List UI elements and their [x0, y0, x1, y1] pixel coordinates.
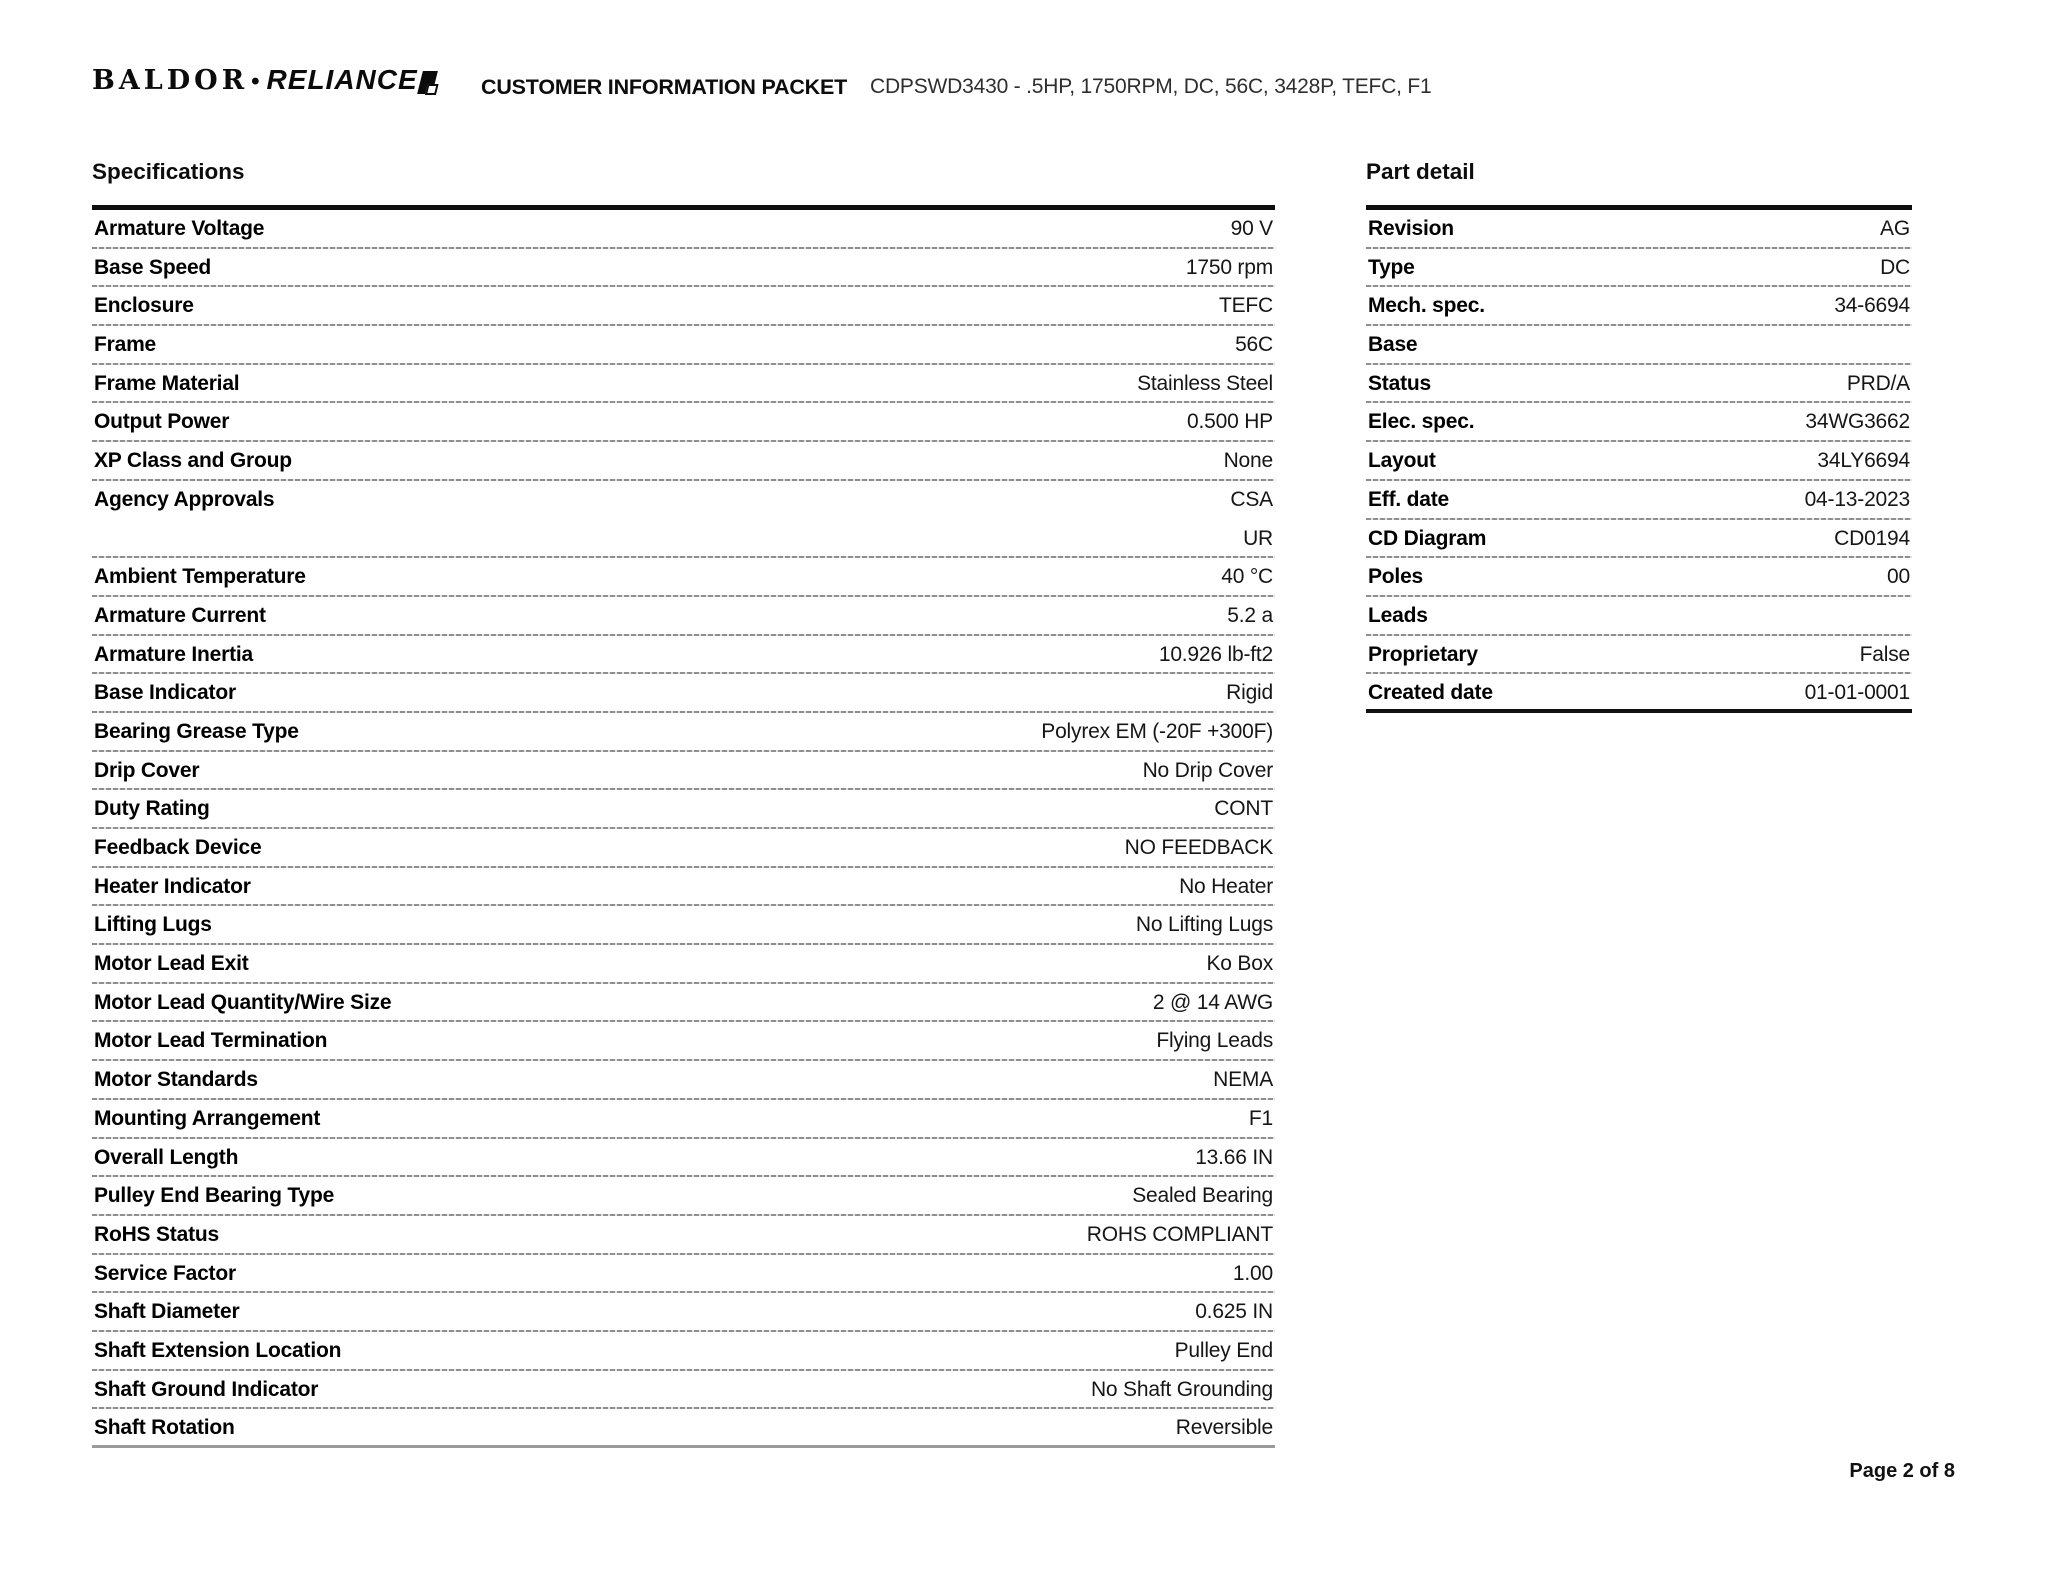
row-label: Type — [1368, 255, 1415, 279]
row-label: Frame Material — [94, 371, 240, 395]
row-value — [1153, 984, 1275, 1023]
spec-row — [92, 1371, 1275, 1410]
row-label: Motor Standards — [94, 1068, 258, 1092]
spec-row — [92, 1332, 1275, 1371]
spec-row — [92, 1255, 1275, 1294]
baldor-reliance-logo — [92, 64, 435, 96]
row-label: Armature Inertia — [94, 642, 254, 666]
row-label: Overall Length — [94, 1145, 239, 1169]
part-detail-row — [1366, 210, 1912, 249]
row-label: Revision — [1368, 217, 1454, 240]
spec-row-value: No Drip Cover — [1142, 758, 1273, 782]
spec-row — [92, 829, 1275, 868]
part-detail-row-value: PRD/A — [1846, 371, 1910, 395]
spec-row — [92, 868, 1275, 907]
row-value — [1206, 945, 1275, 984]
row-value — [1187, 403, 1275, 442]
part-detail-row — [1366, 481, 1912, 520]
row-value — [1230, 481, 1275, 558]
row-value — [1195, 1293, 1275, 1332]
part-detail-row — [1366, 326, 1912, 365]
part-detail-row — [1366, 674, 1912, 713]
row-value — [1880, 210, 1912, 249]
spec-row-value: None — [1223, 449, 1273, 473]
spec-row-value: Flying Leads — [1156, 1029, 1273, 1053]
row-value — [1213, 1061, 1275, 1100]
row-value — [1817, 442, 1912, 481]
row-value — [1249, 1100, 1275, 1139]
row-label: Layout — [1368, 449, 1436, 473]
row-label: Ambient Temperature — [94, 565, 306, 589]
row-label: Shaft Ground Indicator — [94, 1377, 319, 1401]
spec-row-value: Polyrex EM (-20F +300F) — [1041, 719, 1273, 743]
part-detail-section — [1366, 158, 1912, 713]
spec-row — [92, 1409, 1275, 1448]
spec-row-value: TEFC — [1218, 294, 1273, 318]
row-value — [1137, 365, 1275, 404]
row-value — [1179, 868, 1275, 907]
part-detail-row-value: CD0194 — [1834, 526, 1910, 550]
row-value — [1860, 636, 1912, 675]
spec-row-value: Rigid — [1226, 681, 1273, 705]
row-label: Shaft Diameter — [94, 1300, 240, 1324]
part-detail-row — [1366, 597, 1912, 636]
part-detail-table — [1366, 205, 1912, 713]
row-value — [1227, 597, 1275, 636]
row-label: RoHS Status — [94, 1222, 219, 1246]
row-value — [1159, 636, 1275, 675]
part-detail-row — [1366, 365, 1912, 404]
spec-row-value: NO FEEDBACK — [1124, 836, 1273, 859]
spec-row-value: 0.500 HP — [1187, 410, 1273, 434]
row-value — [1233, 1255, 1275, 1294]
row-value — [1880, 249, 1912, 288]
row-value — [1156, 1022, 1275, 1061]
row-label: Output Power — [94, 410, 230, 434]
spec-row-value: 13.66 IN — [1195, 1145, 1273, 1169]
specifications-heading: Specifications — [92, 159, 245, 184]
product-code-subtitle: CDPSWD3430 - .5HP, 1750RPM, DC, 56C, 3428P, TEFC, F1 — [870, 75, 1432, 98]
row-label: Motor Lead Quantity/Wire Size — [94, 990, 392, 1014]
part-detail-row-value: 34WG3662 — [1805, 410, 1910, 434]
row-label: Elec. spec. — [1368, 410, 1475, 434]
row-value — [1805, 674, 1912, 713]
row-label: Base Speed — [94, 255, 212, 279]
row-label: Armature Voltage — [94, 217, 265, 240]
part-detail-row-value: 34LY6694 — [1817, 449, 1910, 473]
spec-row-value: CSA — [1230, 487, 1273, 511]
spec-row — [92, 558, 1275, 597]
row-label: Feedback Device — [94, 836, 262, 859]
row-value — [1910, 326, 1912, 365]
row-value — [1136, 906, 1275, 945]
part-detail-row-value: DC — [1880, 255, 1910, 279]
spec-row — [92, 674, 1275, 713]
row-label: Armature Current — [94, 603, 266, 627]
spec-row-value: Ko Box — [1206, 952, 1273, 976]
spec-row-value: No Shaft Grounding — [1090, 1377, 1273, 1401]
row-label: Status — [1368, 371, 1431, 395]
reliance-trademark-icon — [417, 71, 438, 94]
row-value — [1132, 1177, 1275, 1216]
row-value — [1224, 442, 1275, 481]
part-detail-row-value: 00 — [1887, 565, 1910, 589]
spec-row — [92, 287, 1275, 326]
spec-row-value: 0.625 IN — [1195, 1300, 1273, 1324]
row-value — [1226, 674, 1275, 713]
part-detail-row-value: AG — [1880, 217, 1910, 240]
spec-row — [92, 403, 1275, 442]
spec-row-value: 10.926 lb-ft2 — [1158, 642, 1273, 666]
row-value — [1219, 287, 1275, 326]
spec-row-value: Stainless Steel — [1137, 371, 1273, 395]
row-value — [1087, 1216, 1275, 1255]
row-label: Leads — [1368, 603, 1428, 627]
spec-row — [92, 1293, 1275, 1332]
part-detail-row — [1366, 403, 1912, 442]
spec-row — [92, 210, 1275, 249]
row-value — [1214, 790, 1275, 829]
part-detail-row-value — [1910, 326, 1912, 365]
spec-row-value: 56C — [1235, 333, 1273, 357]
spec-row — [92, 1139, 1275, 1178]
row-value — [1231, 210, 1275, 249]
row-label: Enclosure — [94, 294, 194, 318]
spec-row-value: 1750 rpm — [1185, 255, 1273, 279]
row-label: Pulley End Bearing Type — [94, 1184, 335, 1208]
spec-row-value: 90 V — [1230, 217, 1273, 240]
spec-row-value: 2 @ 14 AWG — [1152, 990, 1273, 1014]
spec-row-value: No Lifting Lugs — [1135, 913, 1273, 937]
row-value — [1143, 752, 1275, 791]
spec-row — [92, 790, 1275, 829]
logo-baldor-text: BALDOR — [92, 65, 249, 96]
spec-row — [92, 326, 1275, 365]
part-detail-row-value: 04-13-2023 — [1804, 487, 1910, 511]
row-label: Frame — [94, 333, 157, 357]
row-value — [1805, 403, 1912, 442]
row-label: Poles — [1368, 565, 1424, 589]
spec-row-value: 5.2 a — [1227, 603, 1273, 627]
row-value — [1847, 365, 1912, 404]
part-detail-row — [1366, 636, 1912, 675]
row-value — [1175, 1332, 1275, 1371]
spec-row — [92, 636, 1275, 675]
row-label: Heater Indicator — [94, 874, 251, 898]
spec-row — [92, 752, 1275, 791]
part-detail-row — [1366, 558, 1912, 597]
row-value — [1910, 597, 1912, 636]
spec-row-value: No Heater — [1179, 874, 1273, 898]
spec-row — [92, 597, 1275, 636]
row-label: Duty Rating — [94, 797, 210, 821]
row-label: Shaft Extension Location — [94, 1338, 342, 1362]
spec-row — [92, 249, 1275, 288]
specifications-table — [92, 205, 1275, 1448]
spec-row-value: 40 °C — [1221, 565, 1273, 589]
part-detail-row — [1366, 249, 1912, 288]
spec-row-value: CONT — [1214, 797, 1273, 821]
spec-row — [92, 1177, 1275, 1216]
part-detail-row-value: 34-6694 — [1834, 294, 1910, 318]
part-detail-row-value: 01-01-0001 — [1804, 681, 1910, 705]
spec-row — [92, 1061, 1275, 1100]
row-value — [1186, 249, 1275, 288]
spec-row-value: Pulley End — [1174, 1338, 1273, 1362]
row-label: Bearing Grease Type — [94, 719, 299, 743]
row-label: Proprietary — [1368, 642, 1478, 666]
page-number-indicator: Page 2 of 8 — [1849, 1460, 1955, 1482]
part-detail-row — [1366, 520, 1912, 559]
spec-row — [92, 984, 1275, 1023]
row-value — [1041, 713, 1275, 752]
spec-row-value: Sealed Bearing — [1132, 1184, 1273, 1208]
row-label: Drip Cover — [94, 758, 200, 782]
row-label: Eff. date — [1368, 487, 1450, 511]
part-detail-row — [1366, 287, 1912, 326]
spec-row-value: UR — [1243, 526, 1273, 550]
logo-dot-separator: • — [251, 68, 260, 95]
row-label: Mounting Arrangement — [94, 1106, 321, 1130]
row-label: Created date — [1368, 681, 1493, 705]
row-label: XP Class and Group — [94, 449, 292, 473]
row-label: Motor Lead Termination — [94, 1029, 328, 1053]
document-title: CUSTOMER INFORMATION PACKET — [481, 75, 848, 99]
spec-row-value: ROHS COMPLIANT — [1086, 1222, 1273, 1246]
row-value — [1887, 558, 1912, 597]
spec-row — [92, 1216, 1275, 1255]
row-label: Base Indicator — [94, 681, 236, 705]
row-label: Motor Lead Exit — [94, 952, 249, 976]
part-detail-heading: Part detail — [1366, 159, 1475, 184]
row-label: Base — [1368, 333, 1418, 357]
part-detail-row-value — [1910, 597, 1912, 636]
row-label: Mech. spec. — [1368, 294, 1485, 318]
row-value — [1834, 287, 1912, 326]
spec-row — [92, 481, 1275, 558]
specifications-section — [92, 158, 1275, 1448]
row-label: Lifting Lugs — [94, 913, 212, 937]
spec-row — [92, 1022, 1275, 1061]
row-value — [1221, 558, 1275, 597]
part-detail-row-value: False — [1859, 642, 1910, 666]
row-value — [1176, 1409, 1275, 1448]
spec-row — [92, 713, 1275, 752]
part-detail-row — [1366, 442, 1912, 481]
row-value — [1235, 326, 1275, 365]
spec-row-value: NEMA — [1213, 1068, 1273, 1092]
row-value — [1195, 1139, 1275, 1178]
row-value — [1834, 520, 1912, 559]
spec-row-value: 1.00 — [1232, 1261, 1273, 1285]
spec-row — [92, 945, 1275, 984]
spec-row — [92, 365, 1275, 404]
spec-row — [92, 1100, 1275, 1139]
row-label: Agency Approvals — [94, 487, 275, 511]
row-label: CD Diagram — [1368, 526, 1487, 550]
row-value — [1805, 481, 1912, 520]
spec-row-value: F1 — [1248, 1106, 1273, 1130]
spec-row — [92, 906, 1275, 945]
spec-row — [92, 442, 1275, 481]
logo-reliance-text: RELIANCE — [266, 64, 418, 95]
row-label: Service Factor — [94, 1261, 236, 1285]
row-label: Shaft Rotation — [94, 1416, 235, 1440]
row-value — [1125, 829, 1275, 868]
spec-row-value: Reversible — [1175, 1416, 1273, 1440]
row-value — [1091, 1371, 1275, 1410]
